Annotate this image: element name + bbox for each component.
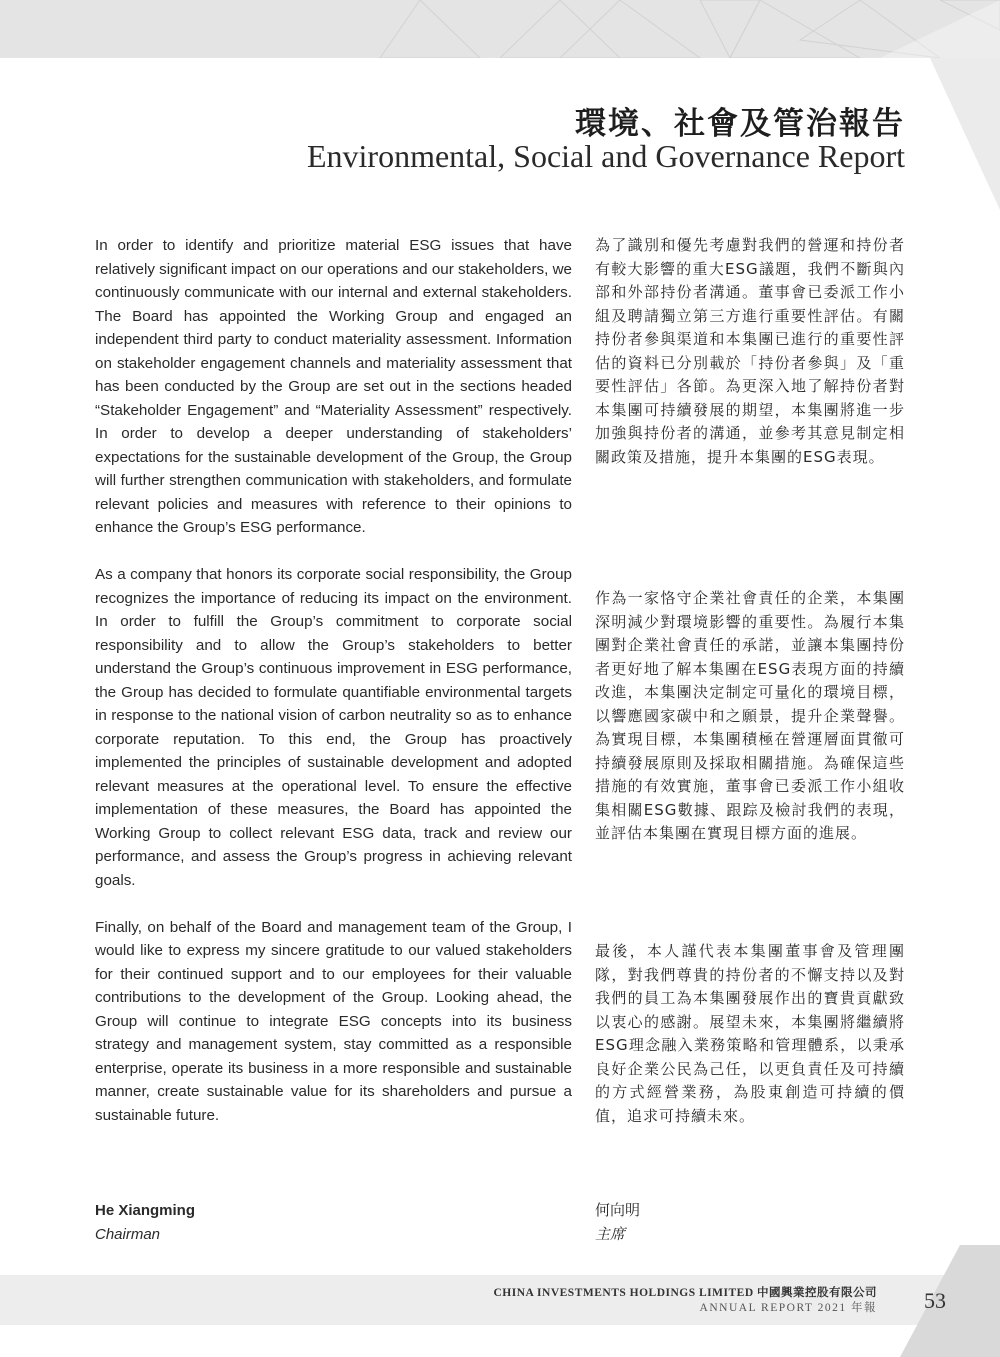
paragraph-zh-3: 最後，本人謹代表本集團董事會及管理團隊，對我們尊貴的持份者的不懈支持以及對我們的員工為本集團發展作出的寶貴貢獻致以衷心的感謝。展望未來，本集團將繼續將ESG理念融入業務策略和管理體系，以秉承良好企業公民為己任，以更負責任及可持續的方式經營業務，為股東創造可持續的價值，追求可持續未來。 [595, 942, 905, 1125]
paragraph-zh-1: 為了識別和優先考慮對我們的營運和持份者有較大影響的重大ESG議題，我們不斷與內部和外部持份者溝通。董事會已委派工作小組及聘請獨立第三方進行重要性評估。有關持份者參與渠道和本集團已進行的重要性評估的資料已分別載於「持份者參與」及「重要性評估」各節。為更深入地了解持份者對本集團可持續發展的期望，本集團將進一步加強與持份者的溝通，並參考其意見制定相關政策及措施，提升本集團的ESG表現。 [595, 236, 905, 466]
paragraph-zh-2: 作為一家恪守企業社會責任的企業，本集團深明減少對環境影響的重要性。為履行本集團對企業社會責任的承諾，並讓本集團持份者更好地了解本集團在ESG表現方面的持續改進，本集團決定制定可量化的環境目標，以響應國家碳中和之願景，提升企業聲譽。為實現目標，本集團積極在營運層面貫徹可持續發展原則及採取相關措施。為確保這些措施的有效實施，董事會已委派工作小組收集相關ESG數據、跟踪及檢討我們的表現，並評估本集團在實現目標方面的進展。 [595, 589, 905, 842]
signatory-title-zh: 主席 [595, 1224, 626, 1243]
page-title-english: Environmental, Social and Governance Report [306, 138, 905, 174]
page-title-chinese: 環境、社會及管治報告 [575, 106, 905, 142]
signatory-title: Chairman [95, 1225, 161, 1243]
page-number: 53 [924, 1288, 946, 1313]
signature-chinese [595, 1199, 640, 1246]
paragraph-en-2: As a company that honors its corporate social responsibility, the Group recognizes the importance of reducing its impact on the environment. In order to fulfill the Group’s commitment to corporate social responsibility and to allow the Group’s stakeholders to better understand the Group’s continuous improvement in ESG performance, the Group has decided to formulate quantifiable environmental targets in response to the national vision of carbon neutrality so as to enhance corporate reputation. To this end, the Group has proactively implemented the principles of sustainable development and adopted relevant measures at the operational level. To ensure the effective implementation of these measures, the Board has appointed the Working Group to collect relevant ESG data, track and review our performance, and assess the Group’s progress in achieving relevant goals. [95, 566, 572, 889]
signatory-name: He Xiangming [95, 1202, 196, 1219]
paragraph-en-3: Finally, on behalf of the Board and management team of the Group, I would like to express my sincere gratitude to our valued stakeholders for their continued support and to our employees for their valuable contributions to the development of the Group. Looking ahead, the Group will continue to integrate ESG concepts into its business strategy and management system, stay committed as a responsible enterprise, operate its business in a more responsible and sustainable manner, create sustainable value for its shareholders and pursue a sustainable future. [95, 918, 572, 1124]
signatory-name-zh: 何向明 [595, 1201, 641, 1219]
paragraph-en-1: In order to identify and prioritize material ESG issues that have relatively significant impact on our operations and our stakeholders, we continuously communicate with our internal and external stakeholders. The Board has appointed the Working Group and engaged an independent third party to conduct materiality assessment. Information on stakeholder engagement channels and materiality assessment that has been conducted by the Group are set out in the sections headed “Stakeholder Engagement” and “Materiality Assessment” respectively. In order to develop a deeper understanding of stakeholders’ expectations for the sustainable development of the Group, the Group will further strengthen communication with stakeholders, and formulate relevant policies and measures with reference to their opinions to enhance the Group’s ESG performance. [95, 237, 572, 536]
english-body-column [95, 234, 572, 1151]
footer-company-name: CHINA INVESTMENTS HOLDINGS LIMITED 中國興業控股有限公司 [493, 1287, 877, 1299]
signature-english [95, 1199, 195, 1246]
footer-report-label: ANNUAL REPORT 2021 年報 [699, 1302, 877, 1314]
